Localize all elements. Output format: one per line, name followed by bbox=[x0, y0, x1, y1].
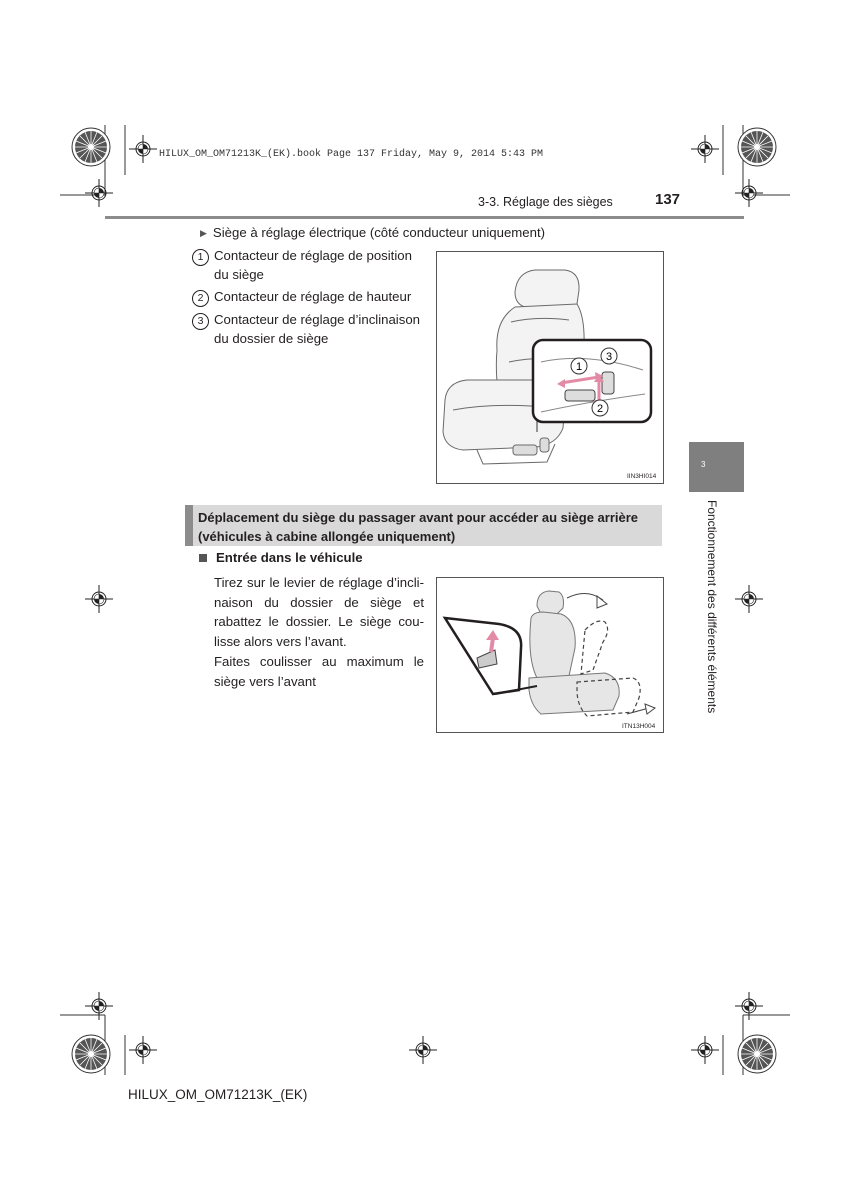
footer-code: HILUX_OM_OM71213K_(EK) bbox=[128, 1087, 308, 1102]
item-number-2: 2 bbox=[192, 290, 209, 307]
chapter-tab-label: Fonctionnement des différents éléments bbox=[705, 500, 719, 714]
power-seat-intro bbox=[200, 225, 545, 240]
print-header: HILUX_OM_OM71213K_(EK).book Page 137 Friday, May 9, 2014 5:43 PM bbox=[159, 149, 544, 160]
callout-2: 2 bbox=[596, 403, 604, 415]
passenger-seat-illustration bbox=[437, 578, 663, 732]
section-heading-box: Déplacement du siège du passager avant pour accéder au siège arrière (véhicules à cabine allongée uniquement) bbox=[185, 505, 662, 546]
paragraph-1: Tirez sur le levier de réglage d’inclinaison du dossier de siège et rabattez le dossier. Le siège coulisse alors vers l’avant. bbox=[214, 575, 424, 649]
paragraph-2: Faites coulisser au maximum le siège vers l’avant bbox=[214, 654, 424, 689]
callout-3: 3 bbox=[605, 351, 613, 363]
chapter-tab-number: 3 bbox=[701, 460, 706, 469]
item-number-3: 3 bbox=[192, 313, 209, 330]
subheading-text: Entrée dans le véhicule bbox=[216, 550, 363, 565]
section-title: 3-3. Réglage des sièges bbox=[478, 195, 613, 209]
power-seat-illustration bbox=[437, 252, 663, 483]
figure-code-1: IIN3HI014 bbox=[627, 473, 657, 480]
item-text-2: Contacteur de réglage de hauteur bbox=[214, 289, 412, 304]
power-seat-figure bbox=[436, 251, 664, 484]
item-number-1: 1 bbox=[192, 249, 209, 266]
power-seat-intro-text: Siège à réglage électrique (côté conducteur uniquement) bbox=[212, 225, 546, 240]
page-number: 137 bbox=[655, 191, 681, 208]
item-text-1: Contacteur de réglage de position du siège bbox=[214, 248, 412, 282]
figure-code-2: ITN13H004 bbox=[622, 723, 656, 730]
passenger-seat-figure bbox=[436, 577, 664, 733]
square-bullet-icon bbox=[199, 554, 207, 562]
callout-1: 1 bbox=[575, 361, 583, 373]
header-rule bbox=[105, 216, 744, 219]
subheading bbox=[199, 550, 363, 565]
item-text-3: Contacteur de réglage d’inclinaison du dossier de siège bbox=[214, 312, 421, 346]
triangle-bullet-icon: ▶ bbox=[200, 228, 207, 238]
chapter-tab bbox=[689, 442, 744, 492]
